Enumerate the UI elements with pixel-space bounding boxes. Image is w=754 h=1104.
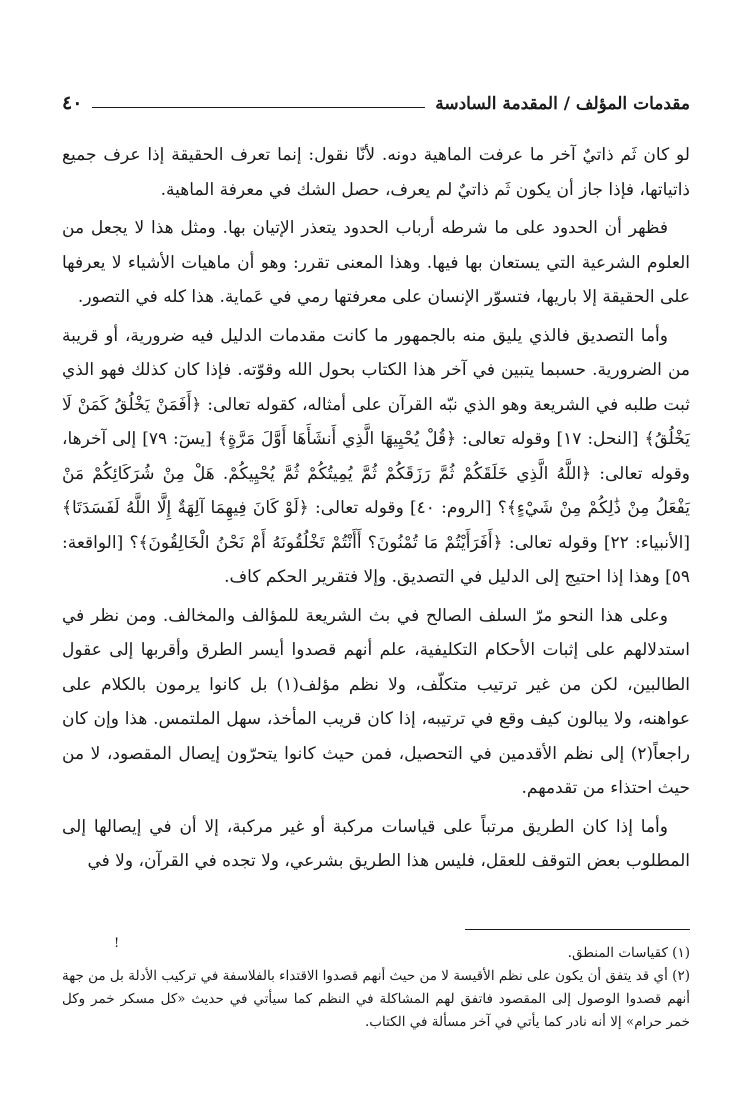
- running-header-title: مقدمات المؤلف / المقدمة السادسة: [435, 94, 690, 114]
- footnote-separator: [465, 929, 690, 930]
- main-text: [62, 138, 690, 883]
- page-number: ٤٠: [62, 92, 83, 114]
- paragraph: وأما التصديق فالذي يليق منه بالجمهور ما كانت مقدمات الدليل فيه ضرورية، أو قريبة من الضرورية. حسبما يتبين في آخر هذا الكتاب بحول الله وقوّته. فإذا كان كذلك فهو الذي ثبت طلبه في الشريعة وهو الذي نبّه القرآن على أمثاله، كقوله تعالى: ﴿أَفَمَنْ يَخْلُقُ كَمَنْ لَا يَخْلُقُ﴾ [النحل: ١٧] وقوله تعالى: ﴿قُلْ يُحْيِيهَا الَّذِي أَنشَأَهَا أَوَّلَ مَرَّةٍ﴾ [يسٓ: ٧٩] إلى آخرها، وقوله تعالى: ﴿اللَّهُ الَّذِي خَلَقَكُمْ ثُمَّ رَزَقَكُمْ ثُمَّ يُمِيتُكُمْ ثُمَّ يُحْيِيكُمْ. هَلْ مِنْ شُرَكَائِكُمْ مَنْ يَفْعَلُ مِنْ ذَٰلِكُمْ مِنْ شَيْءٍ﴾؟ [الروم: ٤٠] وقوله تعالى: ﴿لَوْ كَانَ فِيهِمَا آلِهَةٌ إِلَّا اللَّهُ لَفَسَدَتَا﴾ [الأنبياء: ٢٢] وقوله تعالى: ﴿أَفَرَأَيْتُمْ مَا تُمْنُونَ؟ أَأَنْتُمْ تَخْلُقُونَهُ أَمْ نَحْنُ الْخَالِقُونَ﴾؟ [الواقعة: ٥٩] وهذا إذا احتيج إلى الدليل في التصديق. وإلا فتقرير الحكم كاف.: [62, 325, 690, 587]
- footnote: (٢) أي قد يتفق أن يكون على نظم الأقيسة لا من حيث أنهم قصدوا الاقتداء بالفلاسفة في تركيب الأدلة بل من جهة أنهم قصدوا الوصول إلى المقصود فاتفق لهم المشاكلة في النظم كما سيأتي في حديث «كل مسكر خمر وكل خمر حرام» إلا أنه نادر كما يأتي في آخر مسألة في الكتاب.: [62, 968, 690, 1030]
- paragraph: وعلى هذا النحو مرّ السلف الصالح في بث الشريعة للمؤالف والمخالف. ومن نظر في استدلالهم على إثبات الأحكام التكليفية، علم أنهم قصدوا أيسر الطرق وأقربها إلى عقول الطالبين، لكن من غير ترتيب متكلّف، ولا نظم مؤلف(١) بل كانوا يرمون بالكلام على عواهنه، ولا يبالون كيف وقع في ترتيبه، إذا كان قريب المأخذ، سهل الملتمس. هذا وإن كان راجعاً(٢) إلى نظم الأقدمين في التحصيل، فمن حيث كانوا يتحرّون إيصال المقصود، لا من حيث احتذاء من تقدمهم.: [62, 605, 690, 798]
- footnotes: [62, 942, 690, 1034]
- paragraph: لو كان ثَم ذاتيٌ آخر ما عرفت الماهية دونه. لأنّا نقول: إنما تعرف الحقيقة إذا عرف جميع ذاتياتها، فإذا جاز أن يكون ثَم ذاتيٌ لم يعرف، حصل الشك في معرفة الماهية.: [62, 145, 690, 200]
- header-rule: [92, 107, 425, 108]
- paragraph: فظهر أن الحدود على ما شرطه أرباب الحدود يتعذر الإتيان بها. ومثل هذا لا يجعل من العلوم الشرعية التي يستعان بها فيها. وهذا المعنى تقرر: وهو أن ماهيات الأشياء لا يعرفها على الحقيقة إلا باريها، فتسوّر الإنسان على معرفتها رمي في عَماية. هذا كله في التصور.: [62, 218, 690, 307]
- margin-mark: !: [114, 936, 120, 951]
- paragraph: وأما إذا كان الطريق مرتباً على قياسات مركبة أو غير مركبة، إلا أن في إيصالها إلى المطلوب بعض التوقف للعقل، فليس هذا الطريق بشرعي، ولا تجده في القرآن، ولا في: [62, 816, 690, 871]
- footnote: (١) كقياسات المنطق.: [567, 945, 690, 961]
- running-header: [62, 88, 690, 114]
